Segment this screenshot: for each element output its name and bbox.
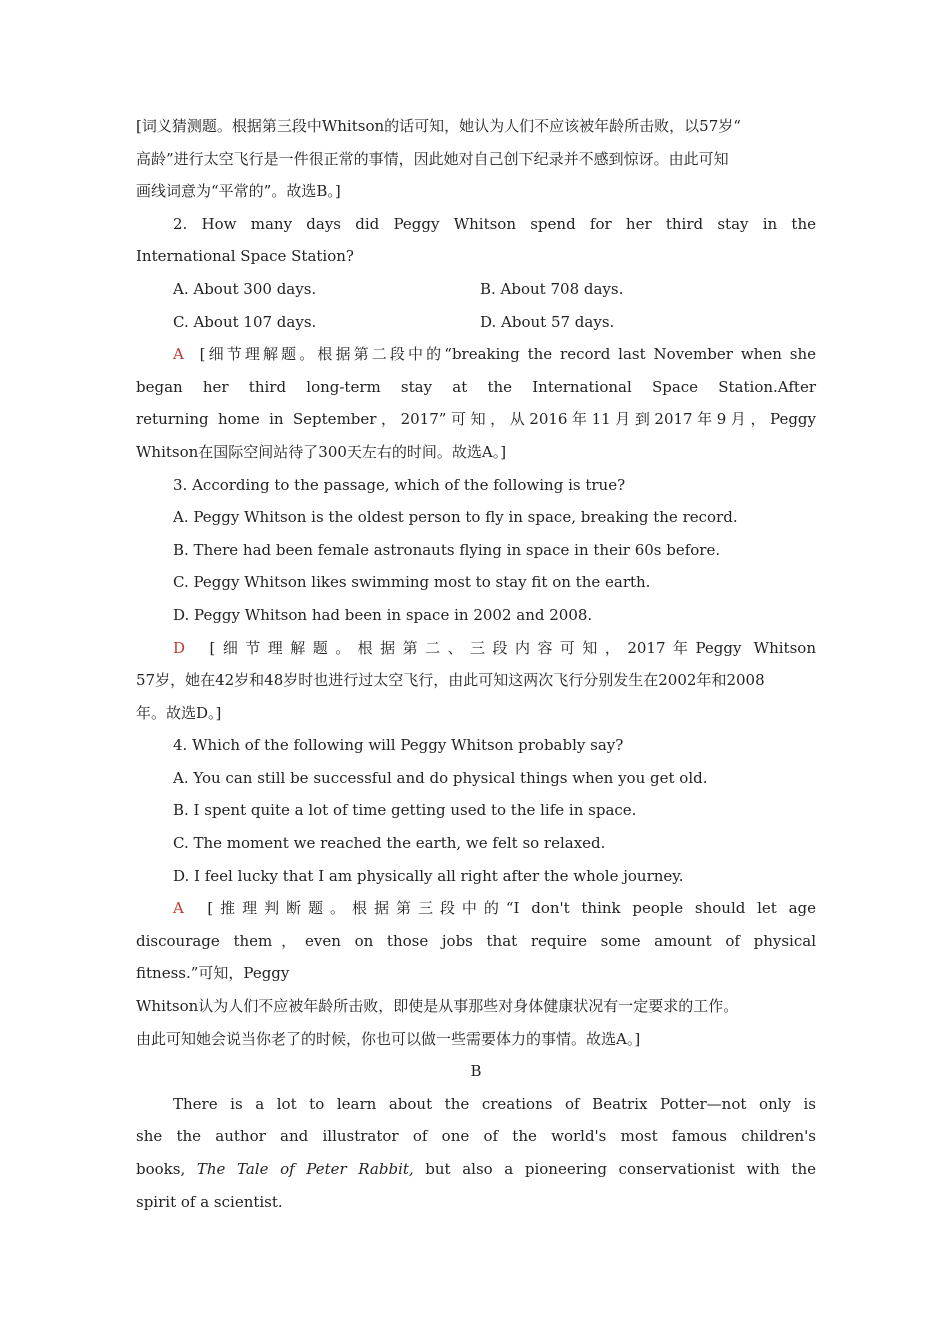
q2-explanation-line: Whitson在国际空间站待了300天左右的时间。故选A。]	[136, 442, 507, 461]
q4-explanation-line: discourage them，even on those jobs that require some amount of physical	[136, 931, 816, 950]
section-heading: B	[470, 1062, 482, 1081]
passage-line: There is a lot to learn about the creations of Beatrix Potter—not only is	[173, 1094, 816, 1113]
q3-stem: 3. According to the passage, which of the following is true?	[173, 475, 626, 494]
q3-explanation-line: 57岁，她在42岁和48岁时也进行过太空飞行，由此可知这两次飞行分别发生在2002年和2008	[136, 671, 765, 690]
q4-option-b: B. I spent quite a lot of time getting used to the life in space.	[173, 801, 637, 820]
q2-explanation-line: began her third long-term stay at the International Space Station.After	[136, 377, 816, 396]
q3-explanation-line: D [细节理解题。根据第二、三段内容可知，2017年Peggy Whitson	[173, 638, 816, 657]
q2-option-c: C. About 107 days.	[173, 312, 317, 331]
q4-explanation-line: A [推理判断题。根据第三段中的“I don't think people should let age	[173, 899, 816, 918]
q2-explanation-line: returning home in September，2017”可知，从2016年11月到2017年9月，Peggy	[136, 410, 816, 429]
q4-explanation-line: fitness.”可知，Peggy	[136, 964, 290, 983]
q4-option-d: D. I feel lucky that I am physically all right after the whole journey.	[173, 866, 684, 885]
q3-option-b: B. There had been female astronauts flying in space in their 60s before.	[173, 540, 721, 559]
q3-answer: D	[173, 638, 186, 657]
q4-explanation-line: Whitson认为人们不应被年龄所击败，即使是从事那些对身体健康状况有一定要求的工作。	[136, 997, 739, 1016]
passage-line: she the author and illustrator of one of the world's most famous children's	[136, 1127, 816, 1146]
book-title: The Tale of Peter Rabbit,	[196, 1160, 414, 1178]
q4-answer: A	[173, 899, 184, 918]
q3-option-d: D. Peggy Whitson had been in space in 2002 and 2008.	[173, 605, 593, 624]
q3-explanation-line: 年。故选D。]	[136, 703, 222, 722]
q4-stem: 4. Which of the following will Peggy Whitson probably say?	[173, 736, 624, 755]
q2-explanation-line: A [细节理解题。根据第二段中的“breaking the record last November when she	[173, 345, 816, 364]
q2-stem: 2. How many days did Peggy Whitson spend for her third stay in the	[173, 214, 816, 233]
q2-option-a: A. About 300 days.	[173, 279, 317, 298]
q4-option-c: C. The moment we reached the earth, we felt so relaxed.	[173, 834, 606, 853]
q1-explanation-line: 画线词意为“平常的”。故选B。]	[136, 182, 341, 201]
q2-option-b: B. About 708 days.	[480, 279, 624, 298]
q1-explanation-line: [词义猜测题。根据第三段中Whitson的话可知，她认为人们不应该被年龄所击败，以57岁“	[136, 117, 741, 135]
document-page	[136, 110, 816, 1218]
q2-options-row	[136, 273, 816, 306]
passage-line: books, The Tale of Peter Rabbit, but also a pioneering conservationist with the	[136, 1160, 816, 1178]
q4-option-a: A. You can still be successful and do physical things when you get old.	[173, 768, 708, 787]
q2-option-d: D. About 57 days.	[480, 312, 615, 331]
q3-option-a: A. Peggy Whitson is the oldest person to fly in space, breaking the record.	[173, 508, 738, 527]
q2-answer: A	[173, 345, 184, 364]
q2-options-row	[136, 306, 816, 339]
q3-option-c: C. Peggy Whitson likes swimming most to stay fit on the earth.	[173, 573, 651, 592]
passage-line: spirit of a scientist.	[136, 1192, 283, 1211]
q2-stem: International Space Station?	[136, 247, 354, 266]
q1-explanation-line: 高龄”进行太空飞行是一件很正常的事情，因此她对自己创下纪录并不感到惊讶。由此可知	[136, 149, 729, 168]
q4-explanation-line: 由此可知她会说当你老了的时候，你也可以做一些需要体力的事情。故选A。]	[136, 1029, 641, 1048]
